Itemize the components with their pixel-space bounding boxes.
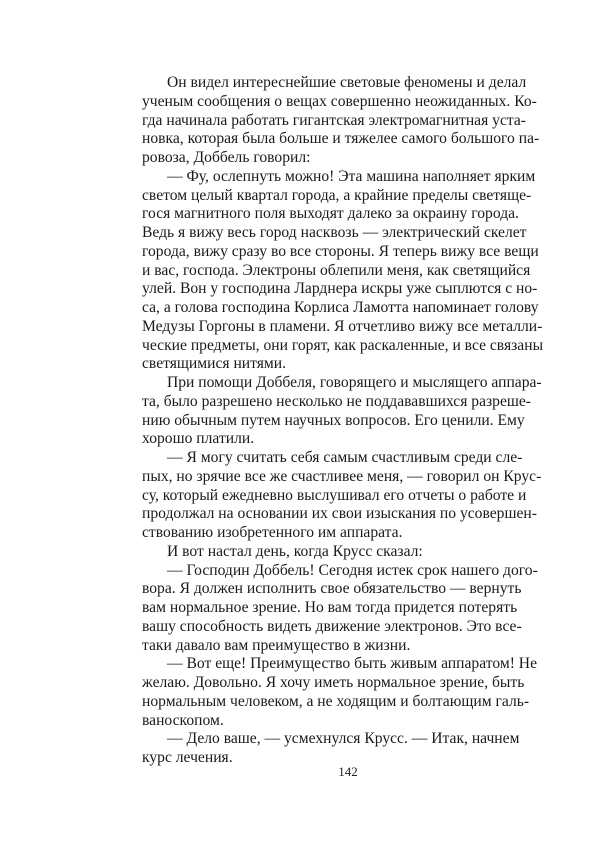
text-line: та, было разрешено несколько не поддававшихся разреше- [142,392,531,410]
text-line: — Господин Доббель! Сегодня истек срок нашего дого- [167,561,538,579]
text-line: — Вот еще! Преимущество быть живым аппаратом! Не [167,655,537,673]
text-line: вам нормальное зрение. Но вам тогда придется потерять [142,599,518,616]
text-line: курс лечения. [142,749,233,766]
text-line: улей. Вон у господина Ларднера искры уже сыплются с но- [142,280,538,298]
body-text [142,74,544,768]
text-line: ческие предметы, они горят, как раскаленные, и все связаны [142,336,544,354]
page-number: 142 [338,764,358,779]
text-line: ученым сообщения о вещах совершенно неожиданных. Ко- [142,92,537,110]
text-line: И вот настал день, когда Крусс сказал: [167,542,423,560]
text-line: нию обычным путем научных вопросов. Его ценили. Ему [142,411,525,429]
text-line: гося магнитного поля выходят далеко за окраину города. [142,205,519,223]
text-line: пых, но зрячие все же счастливее меня, — говорил он Крус- [142,467,542,485]
text-line: — Дело ваше, — усмехнулся Крусс. — Итак, начнем [167,730,520,748]
text-line: вашу способность видеть движение электронов. Это все- [142,617,522,635]
text-line: ваноскопом. [142,711,224,729]
text-line: гда начинала работать гигантская электромагнитная уста- [142,111,527,129]
text-line: светящимися нитями. [142,355,287,373]
text-line: продолжал на основании их свои изыскания по усовершен- [142,505,537,523]
text-line: города, вижу сразу во все стороны. Я теперь вижу все вещи [142,242,539,260]
text-line: При помощи Доббеля, говорящего и мыслящего аппара- [167,374,542,391]
text-line: хорошо платили. [142,430,255,448]
text-line: светом целый квартал города, а крайние пределы светяще- [142,186,532,204]
text-line: и вас, господа. Электроны облепили меня, как светящийся [142,261,531,279]
text-line: Он видел интереснейшие световые феномены и делал [167,74,527,91]
text-line: Ведь я вижу весь город насквозь — электрический скелет [142,224,527,241]
text-line: — Фу, ослепнуть можно! Эта машина наполняет ярким [167,167,536,185]
text-line: вора. Я должен исполнить свое обязательство — вернуть [142,580,522,598]
text-line: желаю. Довольно. Я хочу иметь нормальное зрение, быть [142,674,525,691]
text-line: су, который ежедневно выслушивал его отчеты о работе и [142,486,527,504]
text-line: Медузы Горгоны в пламени. Я отчетливо вижу все металли- [142,317,543,335]
text-line: нормальным человеком, а не ходящим и болтающим галь- [142,692,530,710]
text-line: таки давало вам преимущество в жизни. [142,636,411,654]
text-line: — Я могу считать себя самым счастливым среди сле- [167,449,523,466]
text-line: ствованию изобретенного им аппарата. [142,524,403,541]
text-line: са, а голова господина Корлиса Ламотта напоминает голову [142,299,539,316]
text-line: ровоза, Доббель говорил: [142,149,311,166]
text-line: новка, которая была больше и тяжелее самого большого па- [142,130,540,148]
